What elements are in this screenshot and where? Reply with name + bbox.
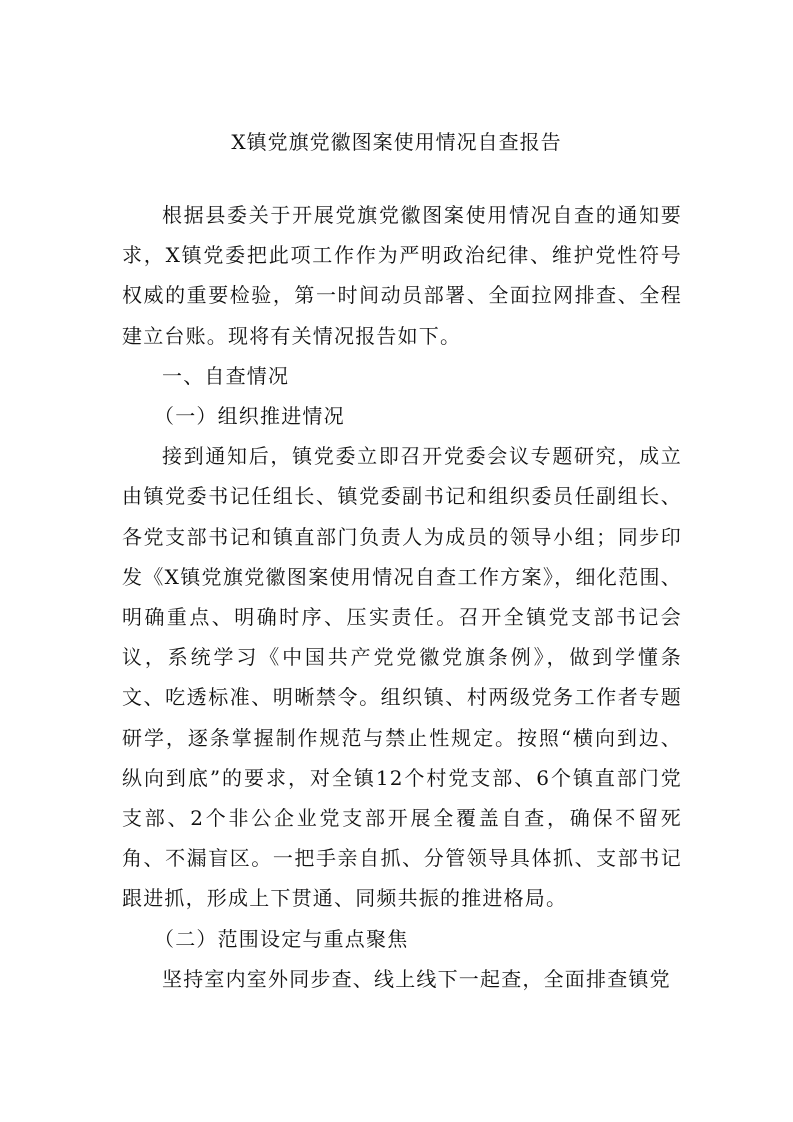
document-title: X镇党旗党徽图案使用情况自查报告 <box>231 130 562 154</box>
document-body <box>122 195 682 999</box>
scope-paragraph: 坚持室内室外同步查、线上线下一起查，全面排查镇党 <box>162 966 671 991</box>
subsection-heading-scope: （二）范围设定与重点聚焦 <box>154 926 409 951</box>
section-heading-self-inspection: 一、自查情况 <box>162 363 290 388</box>
organization-paragraph: 接到通知后，镇党委立即召开党委会议专题研究，成立由镇党委书记任组长、镇党委副书记和组织委员任副组长、各党支部书记和镇直部门负责人为成员的领导小组；同步印发《X镇党旗党徽图案使用情况自查工作方案》，细化范围、明确重点、明确时序、压实责任。召开全镇党支部书记会议，系统学习《中国共产党党徽党旗条例》，做到学懂条文、吃透标准、明晰禁令。组织镇、村两级党务工作者专题研学，逐条掌握制作规范与禁止性规定。按照“横向到边、纵向到底”的要求，对全镇12个村党支部、6个镇直部门党支部、2个非公企业党支部开展全覆盖自查，确保不留死角、不漏盲区。一把手亲自抓、分管领导具体抓、支部书记跟进抓，形成上下贯通、同频共振的推进格局。 <box>122 444 682 911</box>
intro-paragraph: 根据县委关于开展党旗党徽图案使用情况自查的通知要求，X镇党委把此项工作作为严明政治纪律、维护党性符号权威的重要检验，第一时间动员部署、全面拉网排查、全程建立台账。现将有关情况报告如下。 <box>122 203 682 348</box>
subsection-heading-organization: （一）组织推进情况 <box>154 404 345 429</box>
